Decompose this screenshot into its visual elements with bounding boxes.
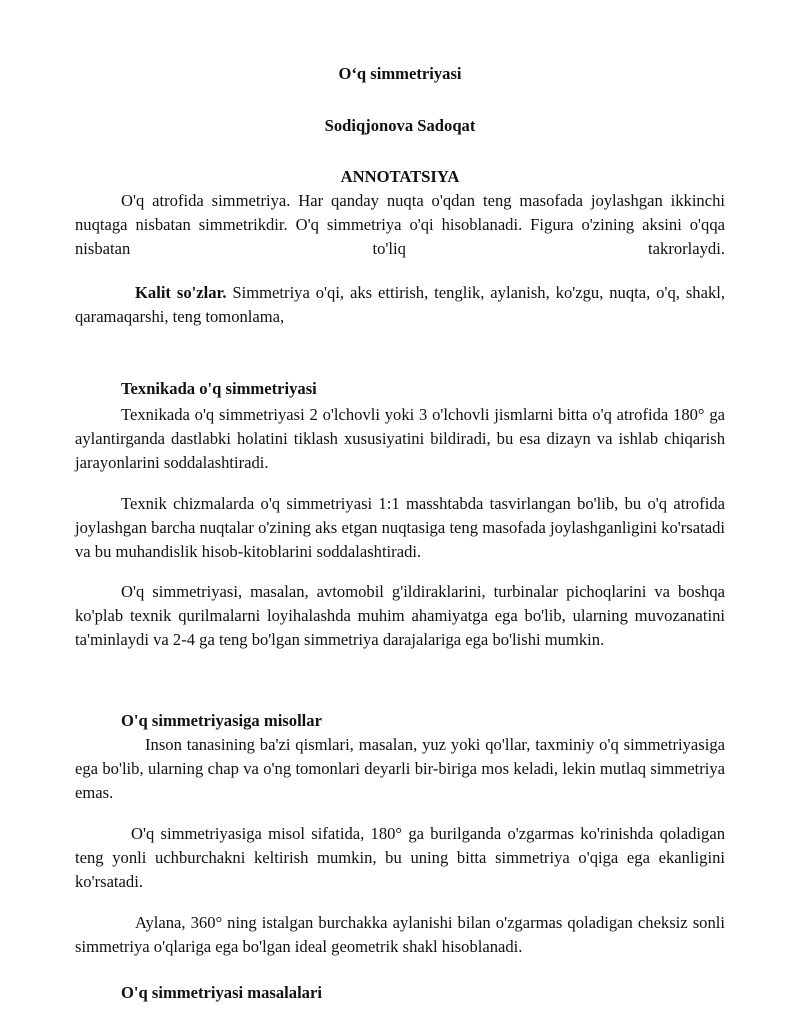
annotation-heading: ANNOTATSIYA (340, 167, 460, 186)
section2-paragraph-3: Aylana, 360° ning istalgan burchakka aylanishi bilan o'zgarmas qoladigan cheksiz sonli simmetriya o'qlariga ega bo'lgan ideal geometrik shakl hisoblanadi. (75, 913, 725, 956)
section2-paragraph-2: O'q simmetriyasiga misol sifatida, 180° ga burilganda o'zgarmas ko'rinishda qoladigan teng yonli uchburchakni keltirish mumkin, bu uning bitta simmetriya o'qiga ega ekanligini ko'rsatadi. (75, 824, 725, 891)
keywords-text: Simmetriya o'qi, aks ettirish, tenglik, aylanish, ko'zgu, nuqta, o'q, shakl, qaramaqarshi, teng tomonlama, (75, 283, 726, 326)
keywords-label: Kalit so'zlar. (135, 283, 227, 302)
author-name: Sodiqjonova Sadoqat (324, 116, 476, 135)
annotation-paragraph: O'q atrofida simmetriya. Har qanday nuqta o'qdan teng masofada joylashgan ikkinchi nuqtaga nisbatan simmetrikdir. O'q simmetriya o'qi hisoblanadi. Figura o'zining aksini o'qqa nisbatan to'liq takrorlaydi. (75, 191, 725, 258)
section-heading-problems: O'q simmetriyasi masalalari (121, 983, 322, 1002)
section-heading-technics: Texnikada o'q simmetriyasi (121, 379, 317, 398)
section2-paragraph-1: Inson tanasining ba'zi qismlari, masalan, yuz yoki qo'llar, taxminiy o'q simmetriyasiga ega bo'lib, ularning chap va o'ng tomonlari deyarli bir-biriga mos keladi, lekin mutlaq simmetriya emas. (75, 735, 725, 802)
section1-paragraph-1: Texnikada o'q simmetriyasi 2 o'lchovli yoki 3 o'lchovli jismlarni bitta o'q atrofida 180° ga aylantirganda dastlabki holatini tiklash xususiyatini bildiradi, bu esa dizayn va ishlab chiqarish jarayonlarini soddalashtiradi. (75, 405, 725, 472)
section-heading-examples: O'q simmetriyasiga misollar (121, 711, 322, 730)
section1-paragraph-3: O'q simmetriyasi, masalan, avtomobil g'ildiraklarini, turbinalar pichoqlarini va boshqa ko'plab texnik qurilmalarni loyihalashda muhim ahamiyatga ega bo'lib, ularning muvozanatini ta'minlaydi va 2-4 ga teng bo'lgan simmetriya darajalariga ega bo'lishi mumkin. (75, 582, 725, 649)
keywords-paragraph (75, 281, 725, 329)
section1-paragraph-2: Texnik chizmalarda o'q simmetriyasi 1:1 masshtabda tasvirlangan bo'lib, bu o'q atrofida joylashgan barcha nuqtalar o'zining aks etgan nuqtasiga teng masofada joylashganligini ko'rsatadi va bu muhandislik hisob-kitoblarini soddalashtiradi. (75, 494, 725, 561)
document-title: O‘q simmetriyasi (338, 64, 462, 83)
